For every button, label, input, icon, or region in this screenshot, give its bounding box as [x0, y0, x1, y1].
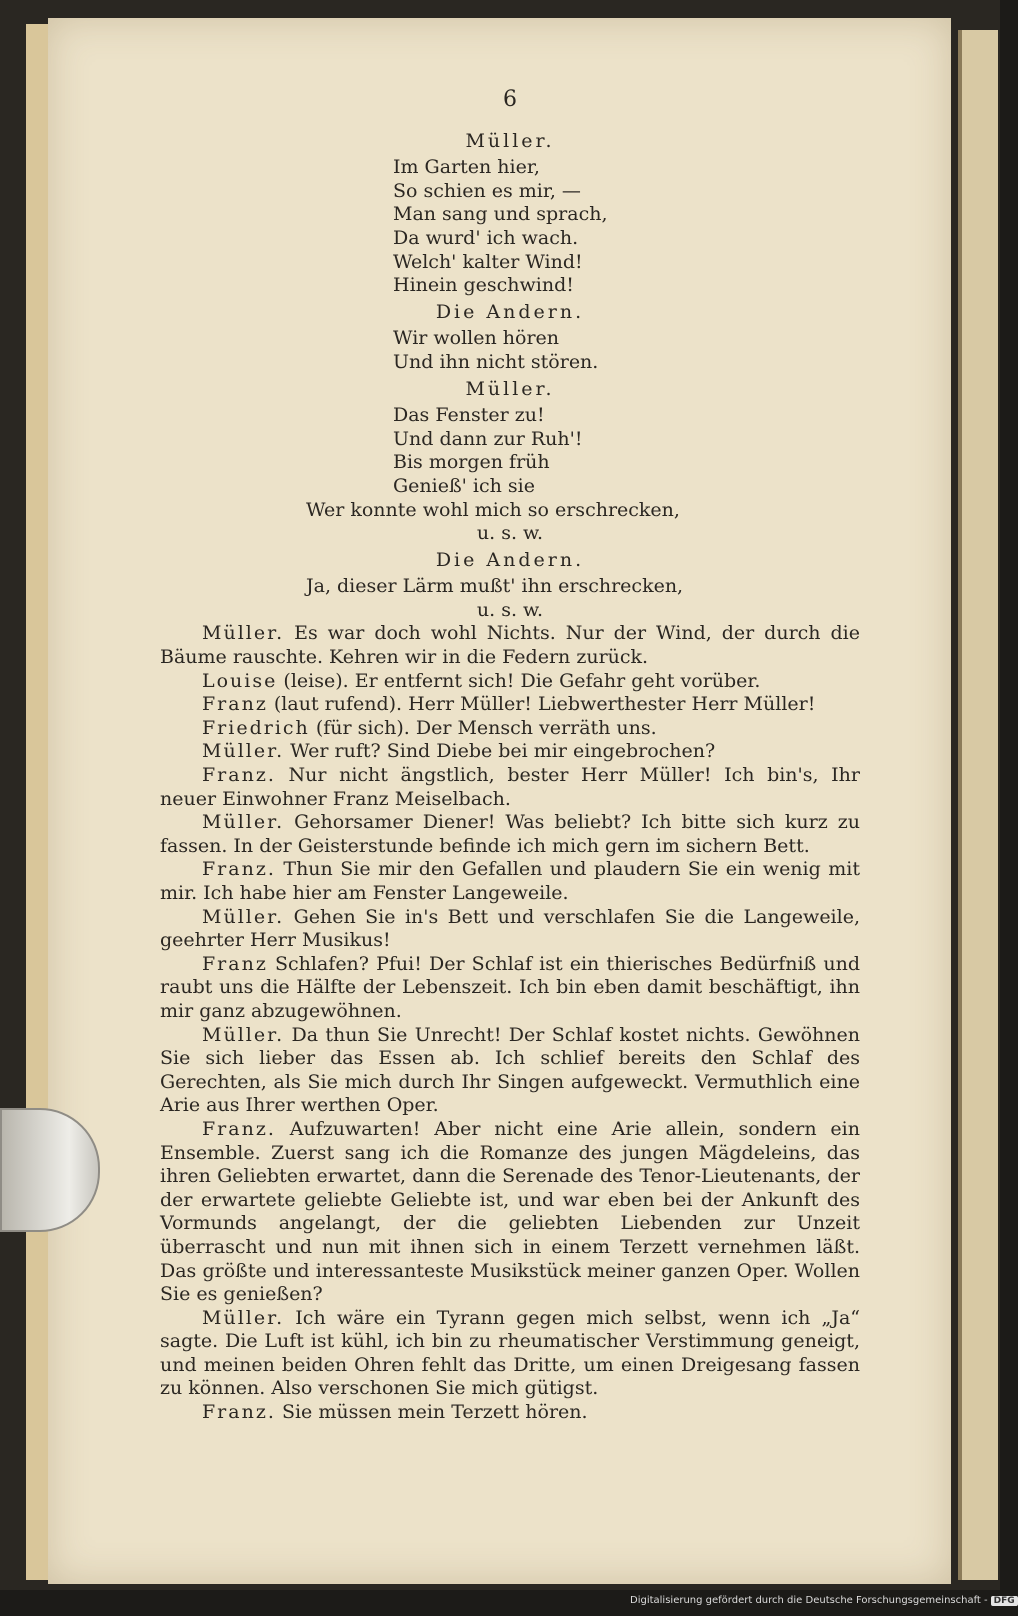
speech-text: Gehen Sie in's Bett und verschlafen Sie die Langeweile, geehrter Herr Musikus! [160, 905, 860, 952]
usw-note: u. s. w. [476, 522, 544, 545]
dialogue-paragraph [160, 1118, 860, 1307]
speech-text: Thun Sie mir den Gefallen und plaudern Sie ein wenig mit mir. Ich habe hier am Fenster Langeweile. [160, 858, 861, 904]
speech-text: Ich wäre ein Tyrann gegen mich selbst, wenn ich „Ja“ sagte. Die Luft ist kühl, ich bin zu rheumatischer Verstimmung geneigt, und meinen beiden Ohren fehlt das Dritte, um einen Dreigesang fassen zu können. Also verschonen Sie mich gütigst. [160, 1306, 861, 1400]
dialogue-paragraph [160, 1024, 860, 1118]
footer-text: Digitalisierung gefördert durch die Deutsche Forschungsgemeinschaft - [630, 1595, 988, 1606]
verse-line: Und dann zur Ruh'! [393, 427, 583, 450]
speaker-heading: Die Andern. [435, 548, 585, 571]
dialogue-paragraph [160, 622, 860, 669]
dialogue-paragraph [160, 858, 860, 905]
speaker-heading: Müller. [465, 377, 555, 400]
verse-line: Im Garten hier, [393, 156, 540, 179]
digitization-footer [630, 1595, 1018, 1606]
verse-line: Welch' kalter Wind! [393, 250, 583, 273]
speech-text: Sie müssen mein Terzett hören. [281, 1401, 588, 1424]
dialogue-paragraph [160, 1401, 860, 1425]
speech-text: (für sich). Der Mensch verräth uns. [315, 716, 657, 739]
speech-text: Schlafen? Pfui! Der Schlaf ist ein thierisches Bedürfniß und raubt uns die Hälfte der Lebenszeit. Ich bin eben damit beschäftigt, ihn mir ganz abzugewöhnen. [160, 952, 861, 1022]
speech-text: Es war doch wohl Nichts. Nur der Wind, der durch die Bäume rauschte. Kehren wir in die Federn zurück. [160, 622, 860, 669]
speech-text: Wer ruft? Sind Diebe bei mir eingebrochen? [290, 740, 716, 763]
verse-line: Hinein geschwind! [393, 274, 574, 297]
verse-line: Da wurd' ich wach. [393, 226, 579, 249]
speaker-name: Müller. [202, 905, 285, 928]
speaker-name: Müller. [202, 1306, 285, 1329]
verse-line: Bis morgen früh [393, 451, 550, 474]
verse-line: Genieß' ich sie [393, 474, 535, 497]
speaker-name: Müller. [202, 740, 285, 763]
speaker-name: Franz. [202, 1401, 276, 1424]
left-page-edge [26, 24, 50, 1580]
verse-line: Wir wollen hören [393, 327, 560, 350]
dialogue-paragraph [160, 811, 860, 858]
speaker-heading: Müller. [465, 129, 555, 152]
verse-line: Das Fenster zu! [393, 404, 545, 427]
speaker-name: Müller. [202, 622, 285, 645]
dialogue-paragraph [160, 670, 860, 694]
dfg-logo: DFG [991, 1596, 1018, 1606]
dialogue-paragraph [160, 764, 860, 811]
speaker-heading: Die Andern. [435, 300, 585, 323]
speaker-name: Franz. [202, 1117, 276, 1140]
speech-text: (leise). Er entfernt sich! Die Gefahr geht vorüber. [283, 669, 761, 692]
verse-line: Und ihn nicht stören. [393, 350, 599, 373]
speech-text: (laut rufend). Herr Müller! Liebwerthester Herr Müller! [273, 693, 816, 716]
speech-text: Da thun Sie Unrecht! Der Schlaf kostet nichts. Gewöhnen Sie sich lieber das Essen ab. Ich schlief bereits den Schlaf des Gerechten, als Sie mich durch Ihr Singen aufgeweckt. Vermuthlich eine Arie aus Ihrer werthen Oper. [160, 1023, 860, 1117]
verse-line: Man sang und sprach, [393, 203, 608, 226]
usw-note: u. s. w. [476, 598, 544, 621]
right-page-edge [958, 30, 998, 1580]
dialogue-paragraph [160, 906, 860, 953]
speech-text: Nur nicht ängstlich, bester Herr Müller! Ich bin's, Ihr neuer Einwohner Franz Meiselbach. [160, 764, 860, 810]
page-text [160, 88, 860, 1425]
speaker-name: Franz [202, 693, 268, 716]
speech-text: Gehorsamer Diener! Was beliebt? Ich bitte sich kurz zu fassen. In der Geisterstunde befinde ich mich gern im sichern Bett. [160, 811, 860, 857]
speaker-name: Friedrich [202, 716, 310, 739]
speech-text: Aufzuwarten! Aber nicht eine Arie allein, sondern ein Ensemble. Zuerst sang ich die Romanze des jungen Mägdeleins, das ihren Geliebten erwartet, dann die Serenade des Tenor-Lieutenants, der der erwartete geliebte Geliebte ist, und war eben bei der Ankunft des Vormunds angelangt, der die geliebten Liebenden zur Unzeit überrascht und nun mit ihnen sich in einem Terzett vernehmen läßt. Das größte und interessanteste Musikstück meiner ganzen Oper. Wollen Sie es genießen? [160, 1117, 860, 1306]
speaker-name: Franz. [202, 764, 276, 787]
dialogue-paragraph [160, 953, 860, 1024]
speaker-name: Franz [202, 952, 268, 975]
dialogue-paragraph [160, 693, 860, 717]
verse-line: Wer konnte wohl mich so erschrecken, [306, 498, 680, 521]
speaker-name: Louise [202, 669, 278, 692]
verse-line: So schien es mir, — [393, 179, 581, 202]
dialogue-paragraph [160, 740, 860, 764]
speaker-name: Franz. [202, 858, 276, 881]
verse-line: Ja, dieser Lärm mußt' ihn erschrecken, [306, 575, 684, 598]
speaker-name: Müller. [202, 811, 285, 834]
dialogue-paragraph [160, 1307, 860, 1401]
dialogue-paragraph [160, 717, 860, 741]
page-number: 6 [503, 87, 517, 112]
speaker-name: Müller. [202, 1023, 285, 1046]
